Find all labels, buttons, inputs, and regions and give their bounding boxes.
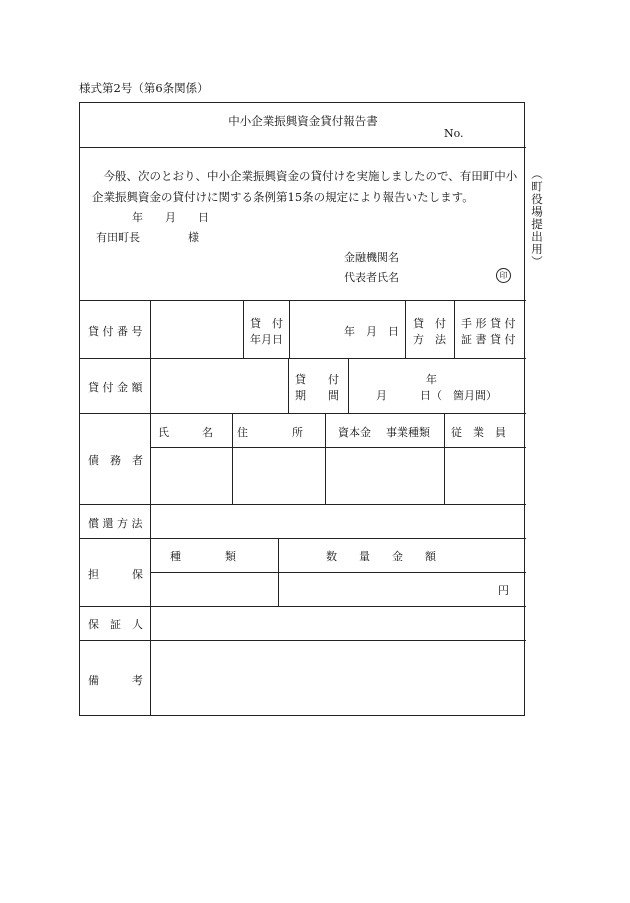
divider — [80, 147, 526, 148]
addressee: 有田町長 — [96, 231, 140, 244]
col-capital: 資本金 — [338, 426, 371, 439]
date-line: 年 月 日 — [132, 211, 209, 224]
col-quantity-amount: 数 量 金 額 — [326, 550, 436, 563]
remarks-label: 備 考 — [88, 674, 143, 687]
loan-date-value: 年 月 日 — [344, 325, 399, 338]
loan-method-label-1: 貸 付 — [413, 317, 446, 330]
col-type: 種 類 — [170, 550, 236, 563]
form-number: 様式第2号（第6条関係） — [79, 81, 209, 95]
honorific: 様 — [188, 231, 199, 244]
col-address: 住 所 — [237, 426, 303, 439]
number-label: No. — [444, 127, 464, 140]
report-form — [79, 102, 525, 716]
form-title: 中小企業振興資金貸付報告書 — [228, 114, 378, 128]
loan-amount-label: 貸 付 金 額 — [88, 381, 143, 394]
loan-period-label-1: 貸 付 — [295, 373, 339, 386]
table-top-rule — [80, 300, 526, 301]
loan-method-label-2: 方 法 — [413, 333, 446, 346]
loan-period-years: 年 — [426, 373, 437, 386]
repayment-label: 償 還 方 法 — [88, 517, 143, 530]
loan-type-bill: 手 形 貸 付 — [461, 317, 516, 330]
loan-date-label-1: 貸 付 — [250, 317, 283, 330]
col-name: 氏 名 — [158, 426, 213, 439]
representative-label: 代表者氏名 — [344, 271, 399, 284]
loan-type-deed: 証 書 貸 付 — [461, 333, 516, 346]
institution-label: 金融機関名 — [344, 251, 399, 264]
loan-period-label-2: 期 間 — [295, 389, 339, 402]
loan-number-label: 貸 付 番 号 — [88, 325, 143, 338]
loan-period-months: 月 日（ 箇月間） — [376, 389, 497, 402]
side-note: （町役場提出用） — [530, 168, 544, 268]
col-business: 事業種類 — [386, 426, 430, 439]
loan-date-label-2: 年月日 — [250, 333, 283, 346]
debtor-label: 債 務 者 — [88, 454, 143, 467]
body-text: 今般、次のとおり、中小企業振興資金の貸付けを実施しましたので、有田町中小企業振興資金の貸付けに関する条例第15条の規定により報告いたします。 — [92, 169, 518, 204]
yen-unit: 円 — [498, 584, 509, 597]
col-employees: 従 業 員 — [451, 426, 506, 439]
guarantor-label: 保 証 人 — [88, 618, 143, 631]
seal-mark: 印 — [496, 268, 511, 283]
collateral-label: 担 保 — [88, 568, 143, 581]
